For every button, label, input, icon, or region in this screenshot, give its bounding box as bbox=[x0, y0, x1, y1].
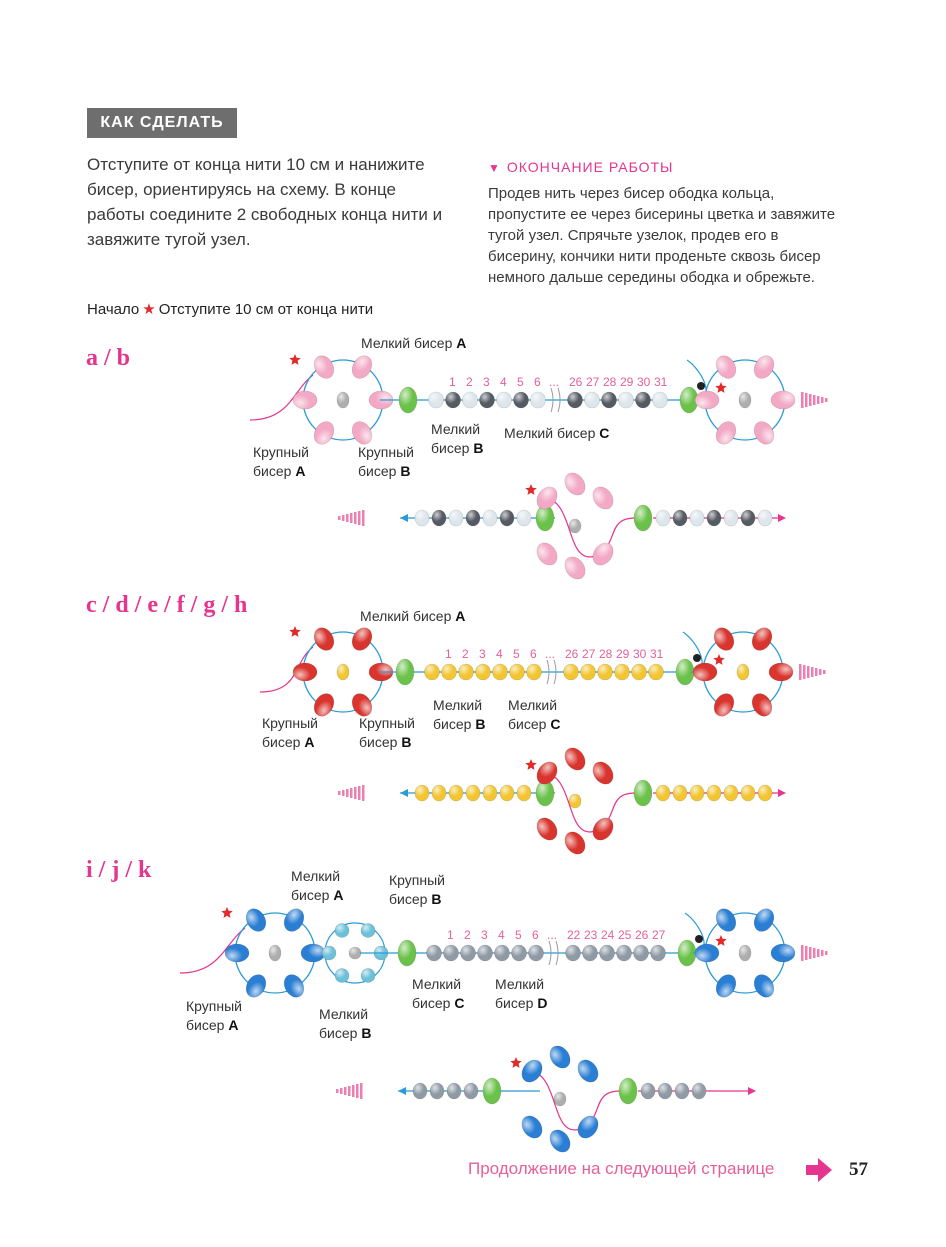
large-bead-body-shine bbox=[695, 391, 719, 409]
large-bead bbox=[750, 352, 778, 382]
start-label: Начало bbox=[87, 301, 140, 318]
bead-number: 31 bbox=[654, 375, 668, 389]
small-bead-shine bbox=[517, 785, 531, 801]
thread-flower bbox=[543, 773, 635, 832]
small-bead-shine bbox=[512, 945, 527, 961]
small-bead-shine bbox=[500, 510, 514, 526]
thread-end-bar bbox=[338, 516, 341, 520]
callout-small-c: Мелкий бисер C bbox=[508, 697, 561, 732]
bead-number: 29 bbox=[620, 375, 634, 389]
bead-number: 4 bbox=[498, 928, 505, 942]
start-rest: Отступите 10 см от конца нити bbox=[158, 301, 374, 318]
thread-end-bar bbox=[336, 1089, 339, 1093]
thread-end-bar bbox=[823, 670, 826, 674]
large-bead bbox=[769, 663, 793, 681]
small-bead-shine bbox=[615, 664, 630, 680]
large-bead bbox=[293, 391, 317, 409]
small-bead-shine bbox=[432, 785, 446, 801]
large-bead bbox=[750, 418, 778, 448]
small-bead-shine bbox=[464, 1083, 478, 1099]
large-bead bbox=[533, 539, 562, 569]
bead-number: 6 bbox=[534, 375, 541, 389]
bead-number: 26 bbox=[635, 928, 649, 942]
callout-small-a: Мелкий бисер A bbox=[361, 335, 467, 351]
large-bead bbox=[533, 758, 562, 788]
small-bead-center-shine bbox=[349, 947, 361, 959]
small-bead-shine bbox=[741, 510, 755, 526]
thread-end-bar bbox=[817, 396, 820, 404]
large-bead-body-shine bbox=[771, 391, 795, 409]
small-bead-shine bbox=[531, 392, 546, 408]
small-bead-center-shine bbox=[739, 945, 751, 961]
thread-flower bbox=[543, 498, 635, 557]
large-bead bbox=[348, 624, 376, 654]
small-bead-shine bbox=[517, 510, 531, 526]
thread-end-bar bbox=[354, 512, 357, 524]
large-bead bbox=[242, 905, 270, 935]
small-bead-center-shine bbox=[337, 392, 349, 408]
arrow-head bbox=[400, 789, 408, 797]
callout-small-b: Мелкий бисер B bbox=[431, 421, 484, 456]
bead-number: 25 bbox=[618, 928, 632, 942]
callout-large-a: Крупный бисер A bbox=[186, 998, 242, 1033]
large-bead bbox=[546, 1126, 575, 1156]
small-bead-shine bbox=[480, 392, 495, 408]
thread-end-bar bbox=[340, 1088, 343, 1094]
small-bead-shine bbox=[724, 510, 738, 526]
large-bead bbox=[242, 971, 270, 1001]
large-bead bbox=[280, 905, 308, 935]
bead-number: 6 bbox=[530, 647, 537, 661]
thread-end-bar bbox=[358, 511, 361, 525]
thread-end-bar bbox=[809, 394, 812, 406]
knot bbox=[695, 935, 703, 943]
large-bead bbox=[693, 663, 717, 681]
small-bead-shine bbox=[478, 945, 493, 961]
bead-number: 3 bbox=[481, 928, 488, 942]
thread-end-bar bbox=[825, 951, 828, 955]
star-icon bbox=[715, 382, 726, 393]
star-icon bbox=[221, 907, 232, 918]
small-bead-center-shine bbox=[269, 945, 281, 961]
thread-end-bar bbox=[813, 395, 816, 405]
bead-number: 4 bbox=[496, 647, 503, 661]
large-bead-body-shine bbox=[769, 663, 793, 681]
arrow-head bbox=[778, 789, 786, 797]
large-bead bbox=[518, 1056, 547, 1086]
small-bead-shine bbox=[466, 785, 480, 801]
bead-number: 3 bbox=[483, 375, 490, 389]
page-number: 57 bbox=[849, 1159, 868, 1180]
small-bead-shine bbox=[495, 945, 510, 961]
small-bead-shine bbox=[741, 785, 755, 801]
large-bead bbox=[589, 758, 618, 788]
large-bead bbox=[695, 944, 719, 962]
knot bbox=[697, 382, 705, 390]
small-bead-shine bbox=[463, 392, 478, 408]
large-bead bbox=[750, 971, 778, 1001]
large-bead bbox=[710, 624, 738, 654]
small-bead-shine bbox=[649, 664, 664, 680]
callout-small-b: Мелкий бисер B bbox=[319, 1006, 372, 1041]
large-bead-body-shine bbox=[695, 944, 719, 962]
bead-number: 5 bbox=[517, 375, 524, 389]
small-bead-shine bbox=[449, 510, 463, 526]
arrow-head bbox=[778, 514, 786, 522]
callout-small-b: Мелкий бисер B bbox=[433, 697, 486, 732]
bead-number: 1 bbox=[449, 375, 456, 389]
thread-end-bar bbox=[799, 664, 802, 680]
thread-end-bar bbox=[817, 949, 820, 957]
callout-large-b: Крупный бисер B bbox=[358, 444, 414, 479]
large-bead bbox=[280, 971, 308, 1001]
small-bead-shine bbox=[598, 664, 613, 680]
small-bead-shine bbox=[707, 785, 721, 801]
thread-end-bar bbox=[356, 1084, 359, 1098]
gap-dots: ... bbox=[549, 375, 560, 389]
thread-end-bar bbox=[362, 510, 365, 526]
thread-end-bar bbox=[809, 947, 812, 959]
large-bead bbox=[518, 1112, 547, 1142]
large-bead-b-shine bbox=[619, 1078, 637, 1104]
thread-end-bar bbox=[805, 393, 808, 407]
arrow-head bbox=[400, 514, 408, 522]
arrow-head bbox=[398, 1087, 406, 1095]
star-icon bbox=[289, 354, 300, 365]
small-bead-shine bbox=[675, 1083, 689, 1099]
large-bead-b-shine bbox=[634, 505, 652, 531]
large-bead bbox=[574, 1112, 603, 1142]
small-bead-center-shine bbox=[337, 664, 349, 680]
bead-number: 1 bbox=[445, 647, 452, 661]
large-bead-body-shine bbox=[293, 391, 317, 409]
star-icon bbox=[713, 654, 724, 665]
small-bead-shine bbox=[656, 510, 670, 526]
small-bead-shine bbox=[425, 664, 440, 680]
thread-end-bar bbox=[801, 945, 804, 961]
bead-number: 2 bbox=[466, 375, 473, 389]
small-bead-shine bbox=[564, 664, 579, 680]
small-bead-shine bbox=[466, 510, 480, 526]
small-bead-b-shine bbox=[361, 969, 375, 983]
large-bead bbox=[561, 744, 590, 774]
small-bead-shine bbox=[602, 392, 617, 408]
bead-number: 28 bbox=[603, 375, 617, 389]
large-bead-b-shine bbox=[398, 940, 416, 966]
large-bead-body-shine bbox=[293, 663, 317, 681]
small-bead-center-shine bbox=[737, 664, 749, 680]
small-bead-shine bbox=[566, 945, 581, 961]
small-bead-shine bbox=[690, 785, 704, 801]
arrow-head bbox=[748, 1087, 756, 1095]
small-bead-shine bbox=[497, 392, 512, 408]
bead-number: 27 bbox=[652, 928, 666, 942]
large-bead bbox=[310, 352, 338, 382]
small-bead-shine bbox=[493, 664, 508, 680]
gap-dots: ... bbox=[547, 928, 558, 942]
variant-label-ch: c / d / e / f / g / h bbox=[86, 592, 248, 618]
small-bead-shine bbox=[673, 510, 687, 526]
bead-number: 26 bbox=[565, 647, 579, 661]
small-bead-shine bbox=[600, 945, 615, 961]
star-icon bbox=[715, 935, 726, 946]
variant-label-ab: a / b bbox=[86, 345, 131, 371]
large-bead-body-shine bbox=[771, 944, 795, 962]
diagram-ijk bbox=[180, 905, 828, 1156]
bead-number: 2 bbox=[464, 928, 471, 942]
bead-number: 30 bbox=[633, 647, 647, 661]
large-bead bbox=[589, 814, 618, 844]
small-bead-shine bbox=[427, 945, 442, 961]
thread-end-bar bbox=[813, 948, 816, 958]
diagram-ab bbox=[250, 352, 828, 583]
intro-paragraph: Отступите от конца нити 10 см и нанижите бисер, ориентируясь на схему. В конце работы соедините 2 свободных конца нити и завяжите тугой узел. bbox=[87, 155, 443, 249]
large-bead bbox=[695, 391, 719, 409]
small-bead-center-shine bbox=[569, 794, 581, 808]
large-bead-b-shine bbox=[483, 1078, 501, 1104]
small-bead-shine bbox=[449, 785, 463, 801]
thread-end-bar bbox=[360, 1083, 363, 1099]
large-bead bbox=[533, 483, 562, 513]
callout-large-a: Крупный бисер A bbox=[253, 444, 309, 479]
finish-title: ОКОНЧАНИЕ РАБОТЫ bbox=[506, 159, 674, 175]
thread-end-bar bbox=[344, 1087, 347, 1095]
thread-end-bar bbox=[342, 515, 345, 521]
small-bead-shine bbox=[459, 664, 474, 680]
large-bead-b-shine bbox=[399, 387, 417, 413]
large-bead bbox=[225, 944, 249, 962]
large-bead bbox=[533, 814, 562, 844]
small-bead-shine bbox=[446, 392, 461, 408]
continue-link[interactable]: Продолжение на следующей странице bbox=[468, 1159, 775, 1178]
thread-end-bar bbox=[348, 1086, 351, 1096]
star-icon bbox=[289, 626, 300, 637]
thread-end-bar bbox=[362, 785, 365, 801]
triangle-down-icon: ▼ bbox=[488, 161, 501, 175]
small-bead-shine bbox=[415, 510, 429, 526]
small-bead-b-shine bbox=[322, 946, 336, 960]
large-bead bbox=[748, 624, 776, 654]
gap-dots: ... bbox=[545, 647, 556, 661]
small-bead-b-shine bbox=[335, 923, 349, 937]
large-bead bbox=[771, 391, 795, 409]
small-bead-shine bbox=[653, 392, 668, 408]
bead-number: 29 bbox=[616, 647, 630, 661]
thread-end-bar bbox=[801, 392, 804, 408]
large-bead bbox=[348, 352, 376, 382]
diagram-ch bbox=[260, 624, 826, 858]
star-icon bbox=[525, 484, 536, 495]
large-bead-b-shine bbox=[634, 780, 652, 806]
bead-number: 3 bbox=[479, 647, 486, 661]
small-bead-b-shine bbox=[335, 969, 349, 983]
arrow-right-icon bbox=[806, 1158, 832, 1182]
small-bead-shine bbox=[529, 945, 544, 961]
large-bead bbox=[712, 352, 740, 382]
large-bead bbox=[748, 690, 776, 720]
thread-end-bar bbox=[346, 514, 349, 522]
small-bead-center-shine bbox=[739, 392, 751, 408]
small-bead-shine bbox=[430, 1083, 444, 1099]
large-bead bbox=[310, 624, 338, 654]
thread-end-bar bbox=[819, 669, 822, 675]
callout-small-c: Мелкий бисер C bbox=[412, 976, 465, 1011]
large-bead-b-shine bbox=[396, 659, 414, 685]
small-bead-shine bbox=[483, 785, 497, 801]
large-bead bbox=[301, 944, 325, 962]
small-bead-shine bbox=[444, 945, 459, 961]
small-bead-shine bbox=[483, 510, 497, 526]
thread-end-bar bbox=[807, 666, 810, 678]
small-bead-shine bbox=[432, 510, 446, 526]
thread-end-bar bbox=[805, 946, 808, 960]
small-bead-shine bbox=[510, 664, 525, 680]
large-bead bbox=[561, 553, 590, 583]
large-bead bbox=[589, 539, 618, 569]
large-bead bbox=[712, 418, 740, 448]
small-bead-shine bbox=[585, 392, 600, 408]
small-bead-shine bbox=[447, 1083, 461, 1099]
thread-end-bar bbox=[358, 786, 361, 800]
bead-number: 22 bbox=[567, 928, 581, 942]
large-bead bbox=[712, 971, 740, 1001]
small-bead-shine bbox=[413, 1083, 427, 1099]
bead-number: 24 bbox=[601, 928, 615, 942]
small-bead-shine bbox=[692, 1083, 706, 1099]
bead-number: 2 bbox=[462, 647, 469, 661]
small-bead-shine bbox=[758, 510, 772, 526]
star-icon: ★ bbox=[142, 301, 156, 318]
knot bbox=[693, 654, 701, 662]
small-bead-shine bbox=[500, 785, 514, 801]
callout-large-b: Крупный бисер B bbox=[359, 715, 415, 750]
thread-end-bar bbox=[821, 397, 824, 403]
bead-number: 4 bbox=[500, 375, 507, 389]
callout-large-b: Крупный бисер B bbox=[389, 872, 445, 907]
small-bead-shine bbox=[619, 392, 634, 408]
star-icon bbox=[525, 759, 536, 770]
variant-label-ijk: i / j / k bbox=[86, 857, 152, 883]
small-bead-shine bbox=[527, 664, 542, 680]
small-bead-shine bbox=[707, 510, 721, 526]
small-bead-shine bbox=[617, 945, 632, 961]
small-bead-shine bbox=[673, 785, 687, 801]
small-bead-shine bbox=[690, 510, 704, 526]
large-bead-body-shine bbox=[301, 944, 325, 962]
small-bead-shine bbox=[641, 1083, 655, 1099]
small-bead-shine bbox=[632, 664, 647, 680]
section-badge: КАК СДЕЛАТЬ bbox=[87, 108, 237, 138]
bead-number: 5 bbox=[515, 928, 522, 942]
small-bead-shine bbox=[581, 664, 596, 680]
large-bead bbox=[561, 469, 590, 499]
large-bead-body-shine bbox=[693, 663, 717, 681]
thread-end-bar bbox=[352, 1085, 355, 1097]
small-bead-shine bbox=[651, 945, 666, 961]
thread-end-bar bbox=[342, 790, 345, 796]
bead-number: 28 bbox=[599, 647, 613, 661]
small-bead-shine bbox=[658, 1083, 672, 1099]
large-bead bbox=[574, 1056, 603, 1086]
large-bead bbox=[710, 690, 738, 720]
callout-large-a: Крупный бисер A bbox=[262, 715, 318, 750]
small-bead-shine bbox=[514, 392, 529, 408]
small-bead-center-shine bbox=[554, 1092, 566, 1106]
small-bead-center-shine bbox=[569, 519, 581, 533]
thread-end-bar bbox=[821, 950, 824, 956]
small-bead-shine bbox=[724, 785, 738, 801]
thread-end-bar bbox=[825, 398, 828, 402]
thread-end-bar bbox=[346, 789, 349, 797]
callout-small-a: Мелкий бисер A bbox=[291, 868, 344, 903]
bead-number: 5 bbox=[513, 647, 520, 661]
small-bead-shine bbox=[568, 392, 583, 408]
small-bead-shine bbox=[461, 945, 476, 961]
small-bead-shine bbox=[636, 392, 651, 408]
small-bead-shine bbox=[758, 785, 772, 801]
small-bead-shine bbox=[442, 664, 457, 680]
small-bead-shine bbox=[476, 664, 491, 680]
small-bead-b-shine bbox=[361, 923, 375, 937]
bead-number: 23 bbox=[584, 928, 598, 942]
finish-paragraph: Продев нить через бисер ободка кольца, пропустите ее через бисерины цветка и завяжите тугой узел. Спрячьте узелок, продев его в бисерину, кончики нити проденьте сквозь бисер немного дальше середины ободка и обрежьте. bbox=[488, 185, 836, 286]
star-icon bbox=[510, 1057, 521, 1068]
small-bead-shine bbox=[634, 945, 649, 961]
bead-number: 27 bbox=[582, 647, 596, 661]
large-bead bbox=[589, 483, 618, 513]
large-bead bbox=[712, 905, 740, 935]
large-bead-body-shine bbox=[225, 944, 249, 962]
callout-small-d: Мелкий бисер D bbox=[495, 976, 548, 1011]
thread-end-bar bbox=[815, 668, 818, 676]
bead-number: 31 bbox=[650, 647, 664, 661]
thread-end-bar bbox=[350, 788, 353, 798]
thread-end-bar bbox=[811, 667, 814, 677]
thread-flower bbox=[528, 1071, 620, 1130]
large-bead bbox=[561, 828, 590, 858]
thread-end-bar bbox=[354, 787, 357, 799]
thread-end-bar bbox=[350, 513, 353, 523]
bead-number: 30 bbox=[637, 375, 651, 389]
small-bead-shine bbox=[656, 785, 670, 801]
thread-end-bar bbox=[803, 665, 806, 679]
large-bead bbox=[310, 418, 338, 448]
bead-number: 27 bbox=[586, 375, 600, 389]
large-bead bbox=[750, 905, 778, 935]
small-bead-shine bbox=[429, 392, 444, 408]
callout-small-a: Мелкий бисер A bbox=[360, 608, 466, 624]
bead-number: 1 bbox=[447, 928, 454, 942]
thread-end-bar bbox=[338, 791, 341, 795]
bead-number: 26 bbox=[569, 375, 583, 389]
large-bead bbox=[293, 663, 317, 681]
large-bead bbox=[771, 944, 795, 962]
bead-number: 6 bbox=[532, 928, 539, 942]
large-bead bbox=[546, 1042, 575, 1072]
callout-small-c: Мелкий бисер C bbox=[504, 425, 610, 441]
small-bead-shine bbox=[583, 945, 598, 961]
small-bead-shine bbox=[415, 785, 429, 801]
